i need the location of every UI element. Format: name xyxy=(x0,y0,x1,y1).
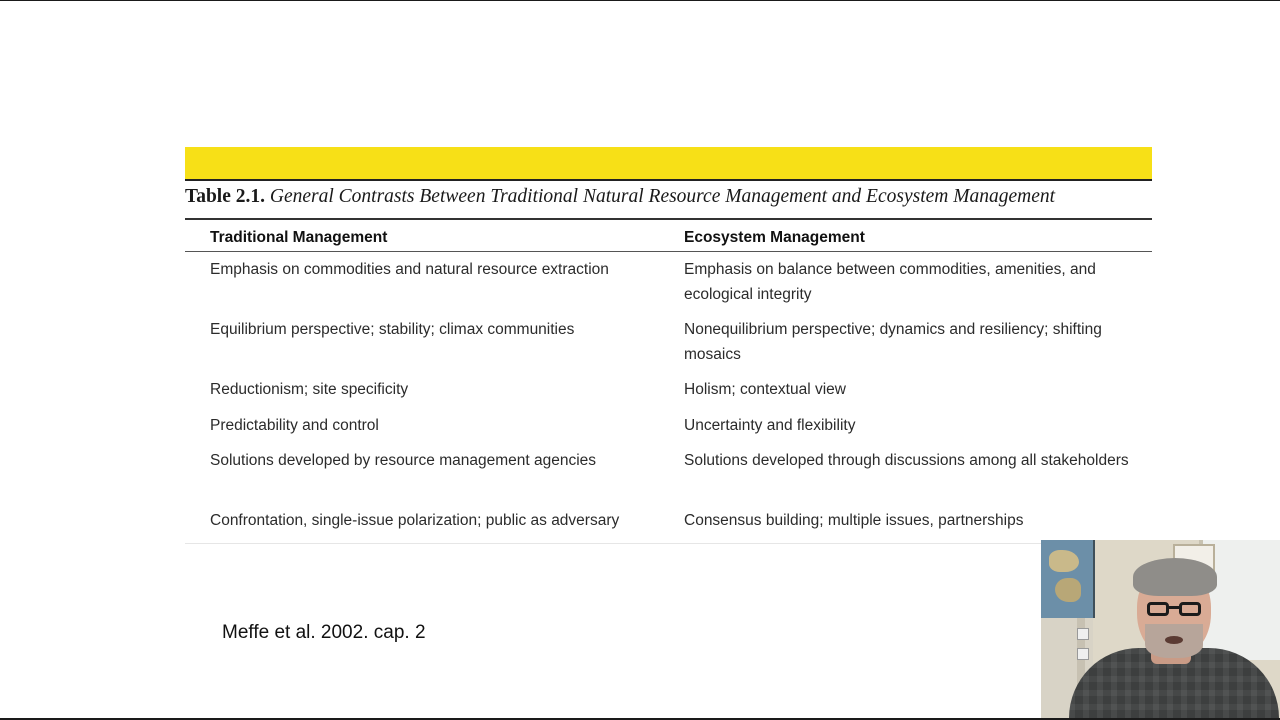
top-border xyxy=(0,0,1280,1)
accent-band xyxy=(185,147,1152,180)
citation-text: Meffe et al. 2002. cap. 2 xyxy=(222,622,426,643)
table-cell-traditional: Emphasis on commodities and natural resource extraction xyxy=(210,261,609,278)
table-bottom-rule xyxy=(185,543,1152,544)
wall-map-image xyxy=(1041,540,1095,618)
table-cell-ecosystem: Consensus building; multiple issues, partnerships xyxy=(684,512,1024,529)
table-title: General Contrasts Between Traditional Natural Resource Management and Ecosystem Management xyxy=(269,186,1056,207)
table-cell-traditional: Equilibrium perspective; stability; climax communities xyxy=(210,321,575,338)
table-cell-ecosystem: Nonequilibrium perspective; dynamics and resiliency; shifting mosaics xyxy=(684,321,1102,363)
table-cell-ecosystem: Emphasis on balance between commodities, amenities, and ecological integrity xyxy=(684,261,1096,303)
table-cell-traditional: Confrontation, single-issue polarization; public as adversary xyxy=(210,512,620,529)
table-cell-ecosystem: Uncertainty and flexibility xyxy=(684,417,856,434)
table-cell-traditional: Reductionism; site specificity xyxy=(210,381,409,398)
header-bottom-rule xyxy=(185,251,1152,252)
table-label: Table 2.1. xyxy=(185,186,266,207)
table-cell-traditional: Solutions developed by resource management agencies xyxy=(210,452,597,469)
table-cell-traditional: Predictability and control xyxy=(210,417,379,434)
caption-top-rule xyxy=(185,179,1152,181)
table-caption xyxy=(185,186,1165,208)
header-ecosystem-management: Ecosystem Management xyxy=(684,229,865,246)
webcam-video xyxy=(1041,540,1280,718)
table-cell-ecosystem: Solutions developed through discussions among all stakeholders xyxy=(684,452,1129,469)
caption-bottom-rule xyxy=(185,218,1152,220)
header-traditional-management: Traditional Management xyxy=(210,229,388,246)
table-cell-ecosystem: Holism; contextual view xyxy=(684,381,846,398)
